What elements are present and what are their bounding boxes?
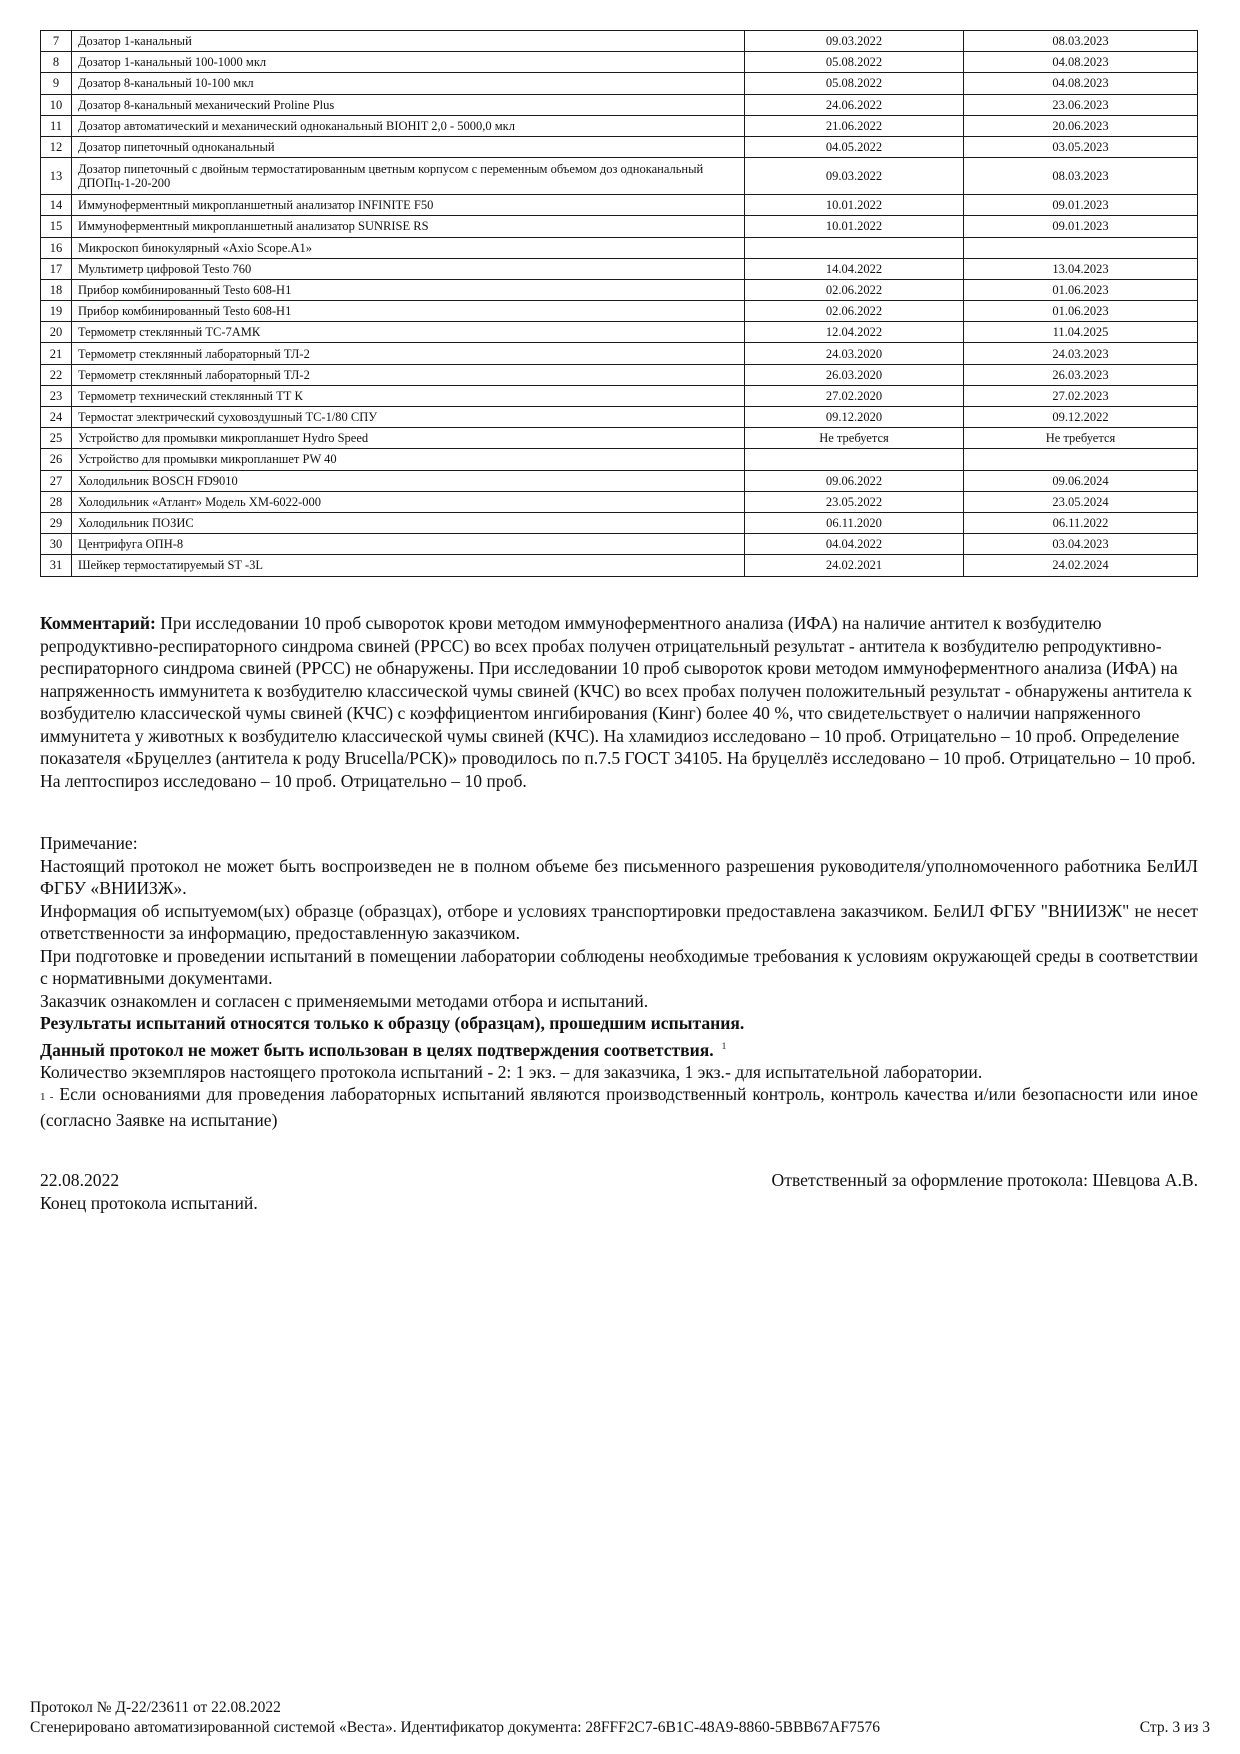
footnote-text: Если основаниями для проведения лабораторных испытаний являются производственный контроль, контроль качества и/или безопасности или иное (согласно Заявке на испытание) bbox=[40, 1084, 1198, 1130]
footer-generated: Сгенерировано автоматизированной системой «Веста». Идентификатор документа: 28FFF2C7-6B1C-48A9-8860-5BBB67AF7576 bbox=[30, 1719, 880, 1736]
cell-date-to: 03.05.2023 bbox=[964, 136, 1198, 157]
cell-date-from: 24.03.2020 bbox=[745, 343, 964, 364]
cell-date-to: 03.04.2023 bbox=[964, 534, 1198, 555]
comment-text: При исследовании 10 проб сывороток крови методом иммуноферментного анализа (ИФА) на наличие антител к возбудителю репродуктивно-респираторного синдрома свиней (РРСС) во всех пробах получен отрицательный результат - антитела к возбудителю репродуктивно-респираторного синдрома свиней (РРСС) не обнаружены. При исследовании 10 проб сывороток крови методом иммуноферментного анализа (ИФА) на напряженность иммунитета к возбудителю классической чумы свиней (КЧС) во всех пробах получен положительный результат - обнаружены антитела к возбудителю классической чумы свиней (КЧС) с коэффициентом ингибирования (Кинг) более 40 %, что свидетельствует о наличии напряженного иммунитета у животных к возбудителю классической чумы свиней (КЧС). На хламидиоз исследовано – 10 проб. Отрицательно – 10 проб. Определение показателя «Бруцеллез (антитела к роду Brucella/РСК)» проводилось по п.7.5 ГОСТ 34105. На бруцеллёз исследовано – 10 проб. Отрицательно – 10 проб. На лептоспироз исследовано – 10 проб. Отрицательно – 10 проб. bbox=[40, 613, 1196, 791]
cell-num: 26 bbox=[41, 449, 72, 470]
cell-date-from: 12.04.2022 bbox=[745, 322, 964, 343]
note-copies: Количество экземпляров настоящего протокола испытаний - 2: 1 экз. – для заказчика, 1 экз.- для испытательной лаборатории. bbox=[40, 1061, 983, 1082]
cell-num: 30 bbox=[41, 534, 72, 555]
cell-date-from: 10.01.2022 bbox=[745, 195, 964, 216]
table-row bbox=[41, 512, 1198, 533]
note-item: Заказчик ознакомлен и согласен с применяемыми методами отбора и испытаний. bbox=[40, 990, 649, 1011]
footer-generated-line bbox=[30, 1719, 1210, 1737]
table-row bbox=[41, 491, 1198, 512]
cell-date-to: 27.02.2023 bbox=[964, 385, 1198, 406]
cell-date-from: 05.08.2022 bbox=[745, 52, 964, 73]
cell-date-to: 23.05.2024 bbox=[964, 491, 1198, 512]
table-row bbox=[41, 158, 1198, 195]
cell-name: Термометр технический стеклянный ТТ К bbox=[72, 385, 745, 406]
note-item: Информация об испытуемом(ых) образце (образцах), отборе и условиях транспортировки предоставлена заказчиком. БелИЛ ФГБУ "ВНИИЗЖ" не несет ответственности за информацию, предоставленную заказчиком. bbox=[40, 900, 1198, 943]
cell-date-to: 01.06.2023 bbox=[964, 301, 1198, 322]
cell-num: 9 bbox=[41, 73, 72, 94]
cell-name: Термометр стеклянный лабораторный ТЛ-2 bbox=[72, 364, 745, 385]
cell-date-from: 04.05.2022 bbox=[745, 136, 964, 157]
table-row bbox=[41, 555, 1198, 576]
cell-num: 16 bbox=[41, 237, 72, 258]
cell-name: Термометр стеклянный лабораторный ТЛ-2 bbox=[72, 343, 745, 364]
cell-date-to: 13.04.2023 bbox=[964, 258, 1198, 279]
cell-date-to: 09.06.2024 bbox=[964, 470, 1198, 491]
note-bold-conformity-line bbox=[40, 1035, 1198, 1061]
cell-name: Микроскоп бинокулярный «Axio Scope.A1» bbox=[72, 237, 745, 258]
cell-date-to: 23.06.2023 bbox=[964, 94, 1198, 115]
table-row bbox=[41, 136, 1198, 157]
cell-date-from: 04.04.2022 bbox=[745, 534, 964, 555]
table-row bbox=[41, 31, 1198, 52]
footnote bbox=[40, 1083, 1198, 1131]
cell-num: 29 bbox=[41, 512, 72, 533]
cell-name: Дозатор автоматический и механический одноканальный BIOHIT 2,0 - 5000,0 мкл bbox=[72, 115, 745, 136]
cell-date-to: 24.02.2024 bbox=[964, 555, 1198, 576]
cell-num: 31 bbox=[41, 555, 72, 576]
cell-date-to: 20.06.2023 bbox=[964, 115, 1198, 136]
cell-num: 27 bbox=[41, 470, 72, 491]
note-item: Настоящий протокол не может быть воспроизведен не в полном объеме без письменного разрешения руководителя/уполномоченного работника БелИЛ ФГБУ «ВНИИЗЖ». bbox=[40, 855, 1198, 898]
footer-page-number: Стр. 3 из 3 bbox=[1139, 1719, 1210, 1736]
cell-date-to: 01.06.2023 bbox=[964, 279, 1198, 300]
table-row bbox=[41, 115, 1198, 136]
table-row bbox=[41, 364, 1198, 385]
table-row bbox=[41, 301, 1198, 322]
cell-num: 18 bbox=[41, 279, 72, 300]
cell-num: 8 bbox=[41, 52, 72, 73]
cell-date-from bbox=[745, 237, 964, 258]
comment-section bbox=[40, 612, 1198, 792]
cell-num: 21 bbox=[41, 343, 72, 364]
cell-date-to: 06.11.2022 bbox=[964, 512, 1198, 533]
table-row bbox=[41, 195, 1198, 216]
note-item: При подготовке и проведении испытаний в помещении лаборатории соблюдены необходимые требования к условиям окружающей среды в соответствии с нормативными документами. bbox=[40, 945, 1198, 988]
signature-responsible: Ответственный за оформление протокола: Шевцова А.В. bbox=[771, 1170, 1198, 1190]
cell-name: Прибор комбинированный Testo 608-H1 bbox=[72, 279, 745, 300]
cell-date-from: 14.04.2022 bbox=[745, 258, 964, 279]
cell-date-from: 02.06.2022 bbox=[745, 301, 964, 322]
notes-section bbox=[40, 832, 1198, 1131]
cell-date-from: 23.05.2022 bbox=[745, 491, 964, 512]
cell-date-from: 10.01.2022 bbox=[745, 216, 964, 237]
table-row bbox=[41, 73, 1198, 94]
notes-heading: Примечание: bbox=[40, 833, 138, 853]
cell-date-to: 04.08.2023 bbox=[964, 73, 1198, 94]
signature-date: 22.08.2022 bbox=[40, 1170, 120, 1190]
table-row bbox=[41, 279, 1198, 300]
cell-date-from: 24.06.2022 bbox=[745, 94, 964, 115]
cell-date-to: Не требуется bbox=[964, 428, 1198, 449]
cell-num: 20 bbox=[41, 322, 72, 343]
cell-name: Мультиметр цифровой Testo 760 bbox=[72, 258, 745, 279]
cell-date-to bbox=[964, 449, 1198, 470]
table-row bbox=[41, 385, 1198, 406]
cell-date-from: 09.03.2022 bbox=[745, 158, 964, 195]
cell-name: Дозатор пипеточный одноканальный bbox=[72, 136, 745, 157]
cell-name: Дозатор 8-канальный механический Proline Plus bbox=[72, 94, 745, 115]
equipment-table bbox=[40, 30, 1198, 577]
protocol-end: Конец протокола испытаний. bbox=[40, 1193, 258, 1213]
equipment-table-body bbox=[41, 31, 1198, 577]
cell-num: 28 bbox=[41, 491, 72, 512]
cell-name: Устройство для промывки микропланшет PW 40 bbox=[72, 449, 745, 470]
cell-date-to: 09.01.2023 bbox=[964, 216, 1198, 237]
cell-num: 23 bbox=[41, 385, 72, 406]
cell-date-to: 08.03.2023 bbox=[964, 31, 1198, 52]
table-row bbox=[41, 470, 1198, 491]
cell-name: Холодильник BOSCH FD9010 bbox=[72, 470, 745, 491]
cell-num: 7 bbox=[41, 31, 72, 52]
cell-name: Дозатор 1-канальный bbox=[72, 31, 745, 52]
cell-num: 11 bbox=[41, 115, 72, 136]
cell-num: 15 bbox=[41, 216, 72, 237]
cell-num: 14 bbox=[41, 195, 72, 216]
table-row bbox=[41, 52, 1198, 73]
cell-name: Иммуноферментный микропланшетный анализатор SUNRISE RS bbox=[72, 216, 745, 237]
cell-num: 19 bbox=[41, 301, 72, 322]
cell-num: 24 bbox=[41, 407, 72, 428]
cell-date-to: 04.08.2023 bbox=[964, 52, 1198, 73]
cell-num: 12 bbox=[41, 136, 72, 157]
table-row bbox=[41, 534, 1198, 555]
cell-date-from bbox=[745, 449, 964, 470]
cell-name: Прибор комбинированный Testo 608-H1 bbox=[72, 301, 745, 322]
cell-num: 13 bbox=[41, 158, 72, 195]
table-row bbox=[41, 428, 1198, 449]
cell-date-from: Не требуется bbox=[745, 428, 964, 449]
cell-date-to: 08.03.2023 bbox=[964, 158, 1198, 195]
cell-date-from: 09.03.2022 bbox=[745, 31, 964, 52]
cell-name: Термометр стеклянный ТС-7АМК bbox=[72, 322, 745, 343]
cell-date-to: 11.04.2025 bbox=[964, 322, 1198, 343]
cell-name: Центрифуга ОПН-8 bbox=[72, 534, 745, 555]
table-row bbox=[41, 237, 1198, 258]
cell-num: 10 bbox=[41, 94, 72, 115]
cell-date-to bbox=[964, 237, 1198, 258]
cell-name: Устройство для промывки микропланшет Hydro Speed bbox=[72, 428, 745, 449]
note-bold-results: Результаты испытаний относятся только к образцу (образцам), прошедшим испытания. bbox=[40, 1013, 745, 1033]
cell-name: Холодильник ПОЗИС bbox=[72, 512, 745, 533]
cell-name: Термостат электрический суховоздушный ТС-1/80 СПУ bbox=[72, 407, 745, 428]
cell-name: Иммуноферментный микропланшетный анализатор INFINITE F50 bbox=[72, 195, 745, 216]
table-row bbox=[41, 94, 1198, 115]
table-row bbox=[41, 216, 1198, 237]
cell-name: Холодильник «Атлант» Модель ХМ-6022-000 bbox=[72, 491, 745, 512]
cell-date-to: 09.12.2022 bbox=[964, 407, 1198, 428]
cell-date-from: 09.06.2022 bbox=[745, 470, 964, 491]
table-row bbox=[41, 449, 1198, 470]
cell-name: Дозатор пипеточный с двойным термостатированным цветным корпусом с переменным объемом доз одноканальный ДПОПц-1-20-200 bbox=[72, 158, 745, 195]
footer-protocol: Протокол № Д-22/23611 от 22.08.2022 bbox=[30, 1699, 281, 1716]
comment-label: Комментарий: bbox=[40, 613, 156, 633]
table-row bbox=[41, 258, 1198, 279]
note-bold-conformity: Данный протокол не может быть использован в целях подтверждения соответствия. bbox=[40, 1039, 714, 1060]
cell-date-to: 24.03.2023 bbox=[964, 343, 1198, 364]
cell-date-from: 09.12.2020 bbox=[745, 407, 964, 428]
cell-num: 17 bbox=[41, 258, 72, 279]
cell-date-from: 21.06.2022 bbox=[745, 115, 964, 136]
cell-name: Шейкер термостатируемый ST -3L bbox=[72, 555, 745, 576]
cell-name: Дозатор 8-канальный 10-100 мкл bbox=[72, 73, 745, 94]
cell-date-from: 26.03.2020 bbox=[745, 364, 964, 385]
cell-num: 25 bbox=[41, 428, 72, 449]
cell-date-from: 05.08.2022 bbox=[745, 73, 964, 94]
cell-date-from: 06.11.2020 bbox=[745, 512, 964, 533]
table-row bbox=[41, 343, 1198, 364]
footnote-mark: 1 - bbox=[40, 1091, 54, 1104]
cell-date-to: 09.01.2023 bbox=[964, 195, 1198, 216]
cell-date-to: 26.03.2023 bbox=[964, 364, 1198, 385]
cell-date-from: 27.02.2020 bbox=[745, 385, 964, 406]
cell-date-from: 24.02.2021 bbox=[745, 555, 964, 576]
cell-name: Дозатор 1-канальный 100-1000 мкл bbox=[72, 52, 745, 73]
table-row bbox=[41, 407, 1198, 428]
table-row bbox=[41, 322, 1198, 343]
cell-date-from: 02.06.2022 bbox=[745, 279, 964, 300]
footnote-ref: 1 bbox=[721, 1040, 727, 1051]
cell-num: 22 bbox=[41, 364, 72, 385]
